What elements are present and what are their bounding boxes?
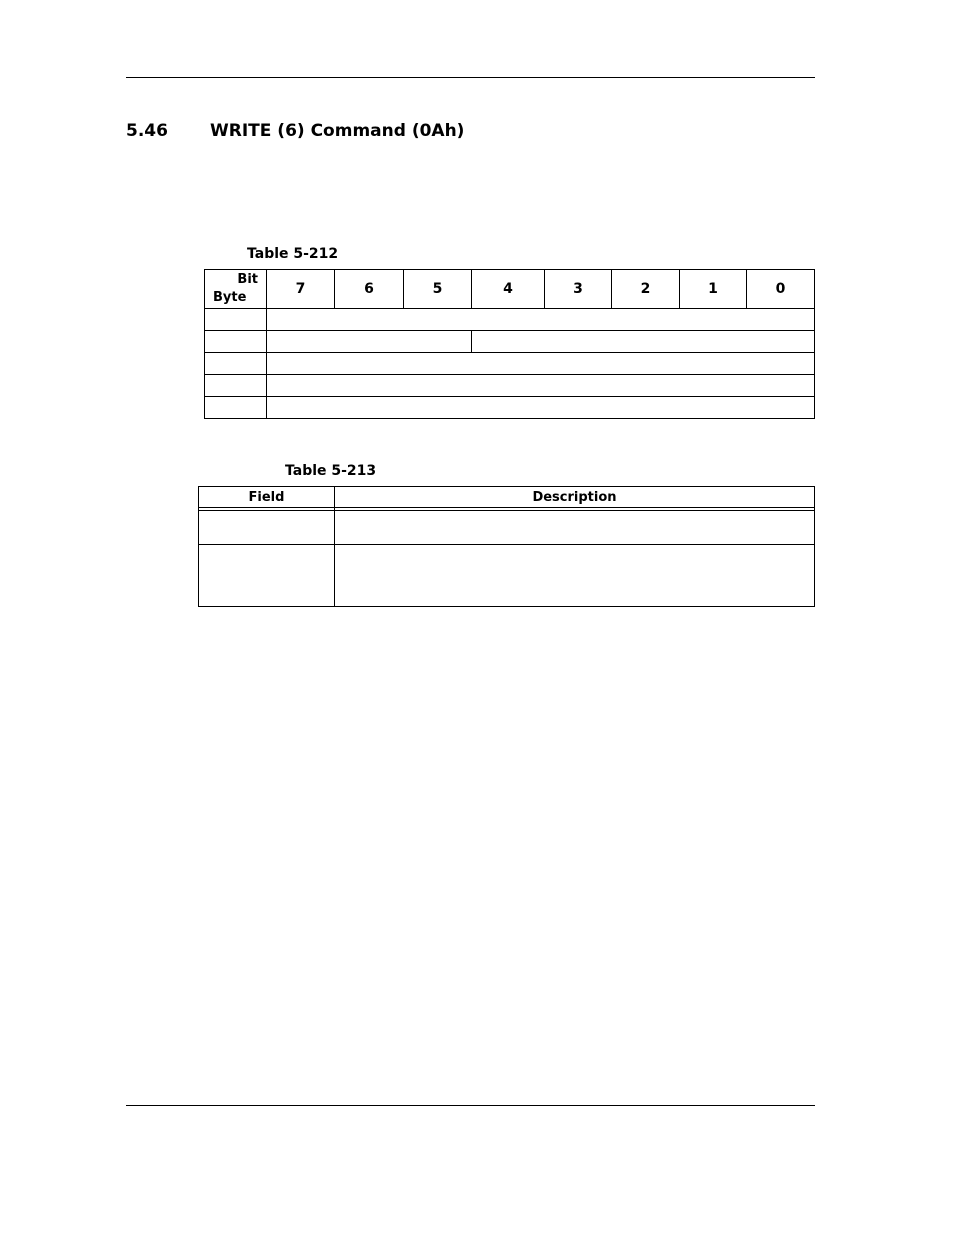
cdb-byte-row [205, 353, 815, 375]
cdb-byte-row [205, 309, 815, 331]
table-row [199, 511, 815, 545]
byte-number-cell [205, 309, 267, 331]
footer-rule [126, 1105, 815, 1106]
bit-header-1: 1 [680, 270, 747, 309]
byte-field-cell [267, 397, 815, 419]
bit-header-0: 0 [747, 270, 815, 309]
bit-header-2: 2 [612, 270, 680, 309]
section-number: 5.46 [126, 121, 168, 141]
corner-bit-label: Bit [237, 272, 258, 287]
bit-header-6: 6 [335, 270, 404, 309]
bit-byte-corner-cell [205, 270, 267, 309]
byte-field-cell-lower [472, 331, 815, 353]
field-cell [199, 511, 335, 545]
table-row [199, 545, 815, 607]
byte-field-cell [267, 309, 815, 331]
bit-header-7: 7 [267, 270, 335, 309]
description-column-header: Description [335, 487, 815, 508]
field-cell [199, 545, 335, 607]
cdb-byte-row [205, 375, 815, 397]
cdb-table [204, 269, 815, 419]
bit-header-5: 5 [404, 270, 472, 309]
bit-header-4: 4 [472, 270, 545, 309]
field-column-header: Field [199, 487, 335, 508]
byte-number-cell [205, 331, 267, 353]
byte-number-cell [205, 353, 267, 375]
cdb-header-row [205, 270, 815, 309]
byte-field-cell [267, 353, 815, 375]
header-rule [126, 77, 815, 78]
cdb-byte-row [205, 331, 815, 353]
byte-number-cell [205, 397, 267, 419]
description-cell [335, 511, 815, 545]
byte-number-cell [205, 375, 267, 397]
field-table-header-row [199, 487, 815, 508]
byte-field-cell-upper [267, 331, 472, 353]
table-5-212-caption: Table 5-212 [247, 246, 339, 262]
table-5-213-caption: Table 5-213 [285, 463, 377, 479]
cdb-byte-row [205, 397, 815, 419]
section-title: WRITE (6) Command (0Ah) [210, 121, 465, 141]
field-description-table [198, 486, 815, 607]
byte-field-cell [267, 375, 815, 397]
bit-header-3: 3 [545, 270, 612, 309]
corner-byte-label: Byte [213, 290, 247, 305]
description-cell [335, 545, 815, 607]
